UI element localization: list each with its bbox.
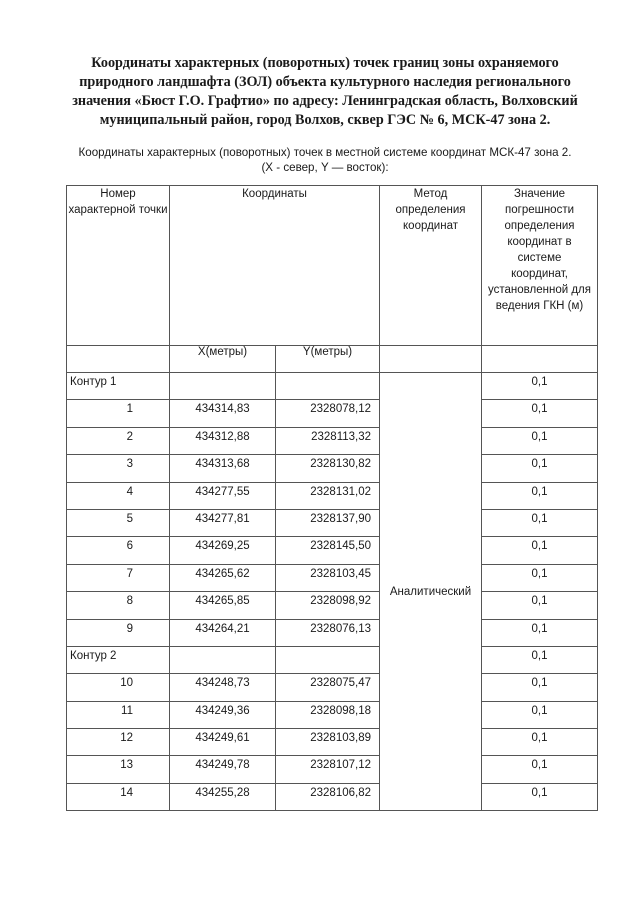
contour-label: Контур 1 bbox=[67, 373, 170, 400]
y-coordinate: 2328113,32 bbox=[276, 427, 380, 454]
table-row bbox=[67, 564, 598, 591]
accuracy-value: 0,1 bbox=[482, 701, 598, 728]
point-number: 3 bbox=[67, 455, 170, 482]
header-y: Y(метры) bbox=[276, 346, 380, 373]
subheader-empty-cell bbox=[67, 346, 170, 373]
point-number: 12 bbox=[67, 729, 170, 756]
accuracy-value: 0,1 bbox=[482, 455, 598, 482]
y-coordinate: 2328098,92 bbox=[276, 592, 380, 619]
table-subheader-row bbox=[67, 346, 598, 373]
point-number: 10 bbox=[67, 674, 170, 701]
y-coordinate: 2328107,12 bbox=[276, 756, 380, 783]
point-number: 7 bbox=[67, 564, 170, 591]
table-row bbox=[67, 729, 598, 756]
accuracy-value: 0,1 bbox=[482, 482, 598, 509]
accuracy-value: 0,1 bbox=[482, 646, 598, 673]
table-row bbox=[67, 509, 598, 536]
x-coordinate: 434248,73 bbox=[170, 674, 276, 701]
contour-row bbox=[67, 646, 598, 673]
table-row bbox=[67, 619, 598, 646]
header-x: X(метры) bbox=[170, 346, 276, 373]
table-row bbox=[67, 674, 598, 701]
header-point-number: Номер характерной точки bbox=[67, 186, 170, 346]
y-coordinate: 2328131,02 bbox=[276, 482, 380, 509]
table-row bbox=[67, 455, 598, 482]
y-coordinate: 2328137,90 bbox=[276, 509, 380, 536]
accuracy-value: 0,1 bbox=[482, 427, 598, 454]
x-coordinate: 434277,55 bbox=[170, 482, 276, 509]
header-accuracy: Значение погрешности определения координат в системе координат, установленной для ведения ГКН (м) bbox=[482, 186, 598, 346]
subheader-empty-cell bbox=[380, 346, 482, 373]
y-coordinate: 2328076,13 bbox=[276, 619, 380, 646]
y-coordinate: 2328145,50 bbox=[276, 537, 380, 564]
coordinates-table bbox=[66, 185, 598, 811]
point-number: 6 bbox=[67, 537, 170, 564]
x-coordinate: 434265,85 bbox=[170, 592, 276, 619]
y-coordinate: 2328106,82 bbox=[276, 783, 380, 810]
subtitle-line-2: (X - север, Y — восток): bbox=[261, 161, 389, 174]
x-coordinate: 434255,28 bbox=[170, 783, 276, 810]
accuracy-value: 0,1 bbox=[482, 564, 598, 591]
method-cell: Аналитический bbox=[380, 373, 482, 811]
x-coordinate: 434269,25 bbox=[170, 537, 276, 564]
accuracy-value: 0,1 bbox=[482, 729, 598, 756]
accuracy-value: 0,1 bbox=[482, 373, 598, 400]
table-row bbox=[67, 400, 598, 427]
table-header-row bbox=[67, 186, 598, 346]
empty-y-cell bbox=[276, 646, 380, 673]
table-row bbox=[67, 592, 598, 619]
subtitle-line-1: Координаты характерных (поворотных) точек в местной системе координат МСК-47 зона 2. bbox=[78, 146, 572, 159]
document-title: Координаты характерных (поворотных) точек границ зоны охраняемого природного ландшафта (ЗОЛ) объекта культурного наследия регионального значения «Бюст Г.О. Графтио» по адресу: Ленинградская область, Волховский муниципальный район, город Волхов, сквер ГЭС № 6, МСК-47 зона 2. bbox=[72, 55, 578, 128]
document-subtitle bbox=[60, 145, 590, 175]
y-coordinate: 2328103,89 bbox=[276, 729, 380, 756]
point-number: 5 bbox=[67, 509, 170, 536]
x-coordinate: 434277,81 bbox=[170, 509, 276, 536]
point-number: 11 bbox=[67, 701, 170, 728]
empty-x-cell bbox=[170, 646, 276, 673]
empty-y-cell bbox=[276, 373, 380, 400]
x-coordinate: 434313,68 bbox=[170, 455, 276, 482]
accuracy-value: 0,1 bbox=[482, 537, 598, 564]
header-coordinates: Координаты bbox=[170, 186, 380, 346]
y-coordinate: 2328098,18 bbox=[276, 701, 380, 728]
y-coordinate: 2328103,45 bbox=[276, 564, 380, 591]
point-number: 1 bbox=[67, 400, 170, 427]
point-number: 9 bbox=[67, 619, 170, 646]
x-coordinate: 434312,88 bbox=[170, 427, 276, 454]
table-row bbox=[67, 427, 598, 454]
subheader-empty-cell bbox=[482, 346, 598, 373]
point-number: 4 bbox=[67, 482, 170, 509]
table-row bbox=[67, 537, 598, 564]
header-method: Метод определения координат bbox=[380, 186, 482, 346]
empty-x-cell bbox=[170, 373, 276, 400]
accuracy-value: 0,1 bbox=[482, 756, 598, 783]
accuracy-value: 0,1 bbox=[482, 509, 598, 536]
accuracy-value: 0,1 bbox=[482, 400, 598, 427]
y-coordinate: 2328078,12 bbox=[276, 400, 380, 427]
accuracy-value: 0,1 bbox=[482, 783, 598, 810]
x-coordinate: 434249,61 bbox=[170, 729, 276, 756]
table-row bbox=[67, 783, 598, 810]
x-coordinate: 434249,36 bbox=[170, 701, 276, 728]
point-number: 14 bbox=[67, 783, 170, 810]
point-number: 8 bbox=[67, 592, 170, 619]
accuracy-value: 0,1 bbox=[482, 619, 598, 646]
contour-row bbox=[67, 373, 598, 400]
contour-label: Контур 2 bbox=[67, 646, 170, 673]
x-coordinate: 434249,78 bbox=[170, 756, 276, 783]
point-number: 13 bbox=[67, 756, 170, 783]
table-row bbox=[67, 482, 598, 509]
table-row bbox=[67, 756, 598, 783]
y-coordinate: 2328130,82 bbox=[276, 455, 380, 482]
y-coordinate: 2328075,47 bbox=[276, 674, 380, 701]
accuracy-value: 0,1 bbox=[482, 674, 598, 701]
x-coordinate: 434264,21 bbox=[170, 619, 276, 646]
table-row bbox=[67, 701, 598, 728]
x-coordinate: 434314,83 bbox=[170, 400, 276, 427]
x-coordinate: 434265,62 bbox=[170, 564, 276, 591]
accuracy-value: 0,1 bbox=[482, 592, 598, 619]
point-number: 2 bbox=[67, 427, 170, 454]
